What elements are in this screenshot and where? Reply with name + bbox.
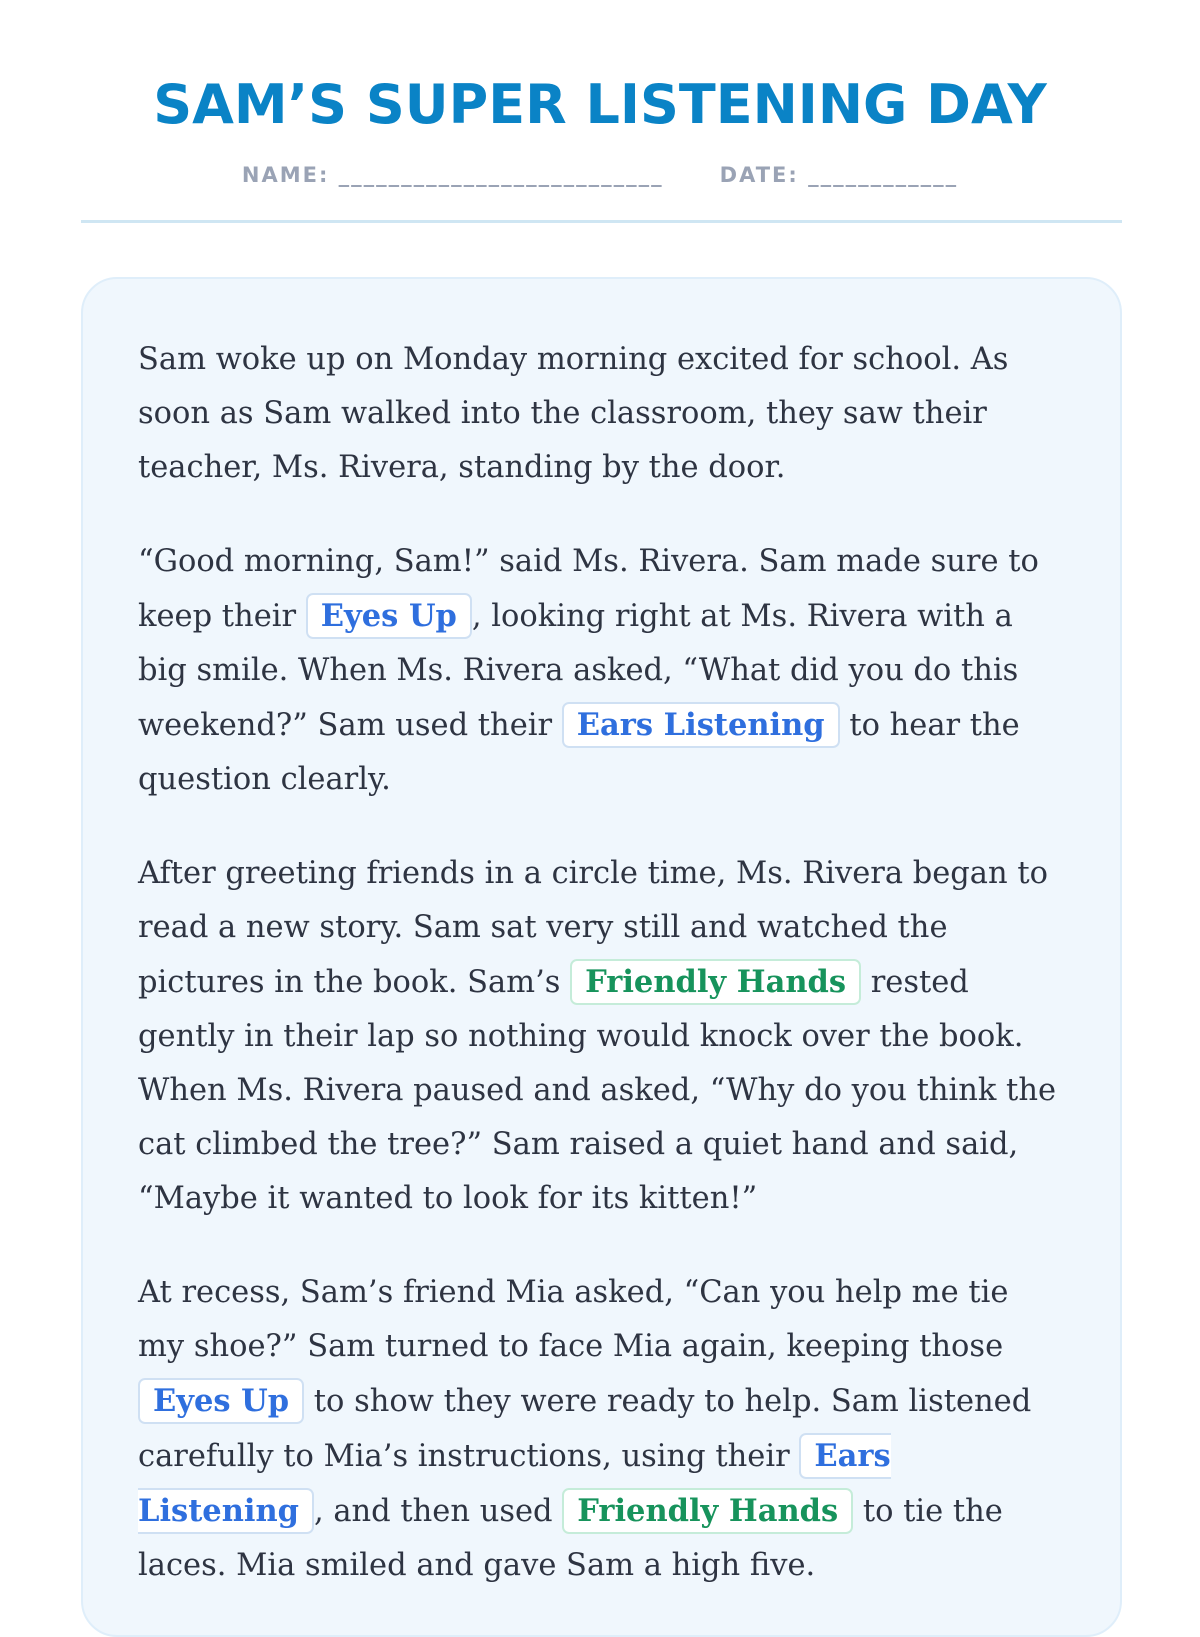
page-title: SAM’S SUPER LISTENING DAY xyxy=(153,73,1047,136)
name-field[interactable] xyxy=(242,163,664,187)
worksheet-meta xyxy=(0,163,1200,187)
story-paragraph xyxy=(138,1266,1063,1593)
skill-tag-blue: Eyes Up xyxy=(138,1378,304,1424)
story-text-segment: “Good morning, Sam!” said Ms. Rivera. Sam made sure to keep their xyxy=(138,544,1039,634)
skill-tag-blue: Ears Listening xyxy=(138,1433,891,1534)
story-text-segment: , and then used xyxy=(313,1494,563,1529)
date-label: DATE: xyxy=(719,163,799,187)
story-text-segment: , looking right at Ms. Rivera with a big smile. When Ms. Rivera asked, “What did you do this weekend?” Sam used their xyxy=(138,599,1019,743)
name-blank: __________________________ xyxy=(338,163,664,187)
skill-tag-blue: Eyes Up xyxy=(306,593,472,639)
date-blank: ____________ xyxy=(808,163,959,187)
skill-tag-blue: Ears Listening xyxy=(562,702,840,748)
date-field[interactable] xyxy=(720,163,958,187)
story-text-segment: to show they were ready to help. Sam listened carefully to Mia’s instructions, using their xyxy=(138,1384,1032,1474)
story-text-segment: to hear the question clearly. xyxy=(138,708,1020,797)
skill-tag-green: Friendly Hands xyxy=(562,1488,853,1534)
story-text-segment: Sam woke up on Monday morning excited for school. As soon as Sam walked into the classroom, they saw their teacher, Ms. Rivera, standing by the door. xyxy=(138,342,1009,485)
story-text-segment: After greeting friends in a circle time, Ms. Rivera began to read a new story. Sam sat very still and watched the pictures in the book. Sam’s xyxy=(138,856,1048,1000)
story-text-segment: to tie the laces. Mia smiled and gave Sam a high five. xyxy=(138,1494,1003,1583)
story-text-segment: At recess, Sam’s friend Mia asked, “Can you help me tie my shoe?” Sam turned to face Mia again, keeping those xyxy=(138,1275,1009,1364)
header-divider xyxy=(81,220,1122,223)
story-paragraph xyxy=(138,333,1063,495)
story-text xyxy=(138,333,1063,1633)
story-paragraph xyxy=(138,535,1063,807)
skill-tag-green: Friendly Hands xyxy=(570,959,861,1005)
name-label: NAME: xyxy=(241,163,330,187)
story-text-segment: rested gently in their lap so nothing would knock over the book. When Ms. Rivera paused and asked, “Why do you think the cat climbed the tree?” Sam raised a quiet hand and said, “Maybe it wanted to look for its kitten!” xyxy=(138,965,1057,1216)
story-paragraph xyxy=(138,847,1063,1226)
